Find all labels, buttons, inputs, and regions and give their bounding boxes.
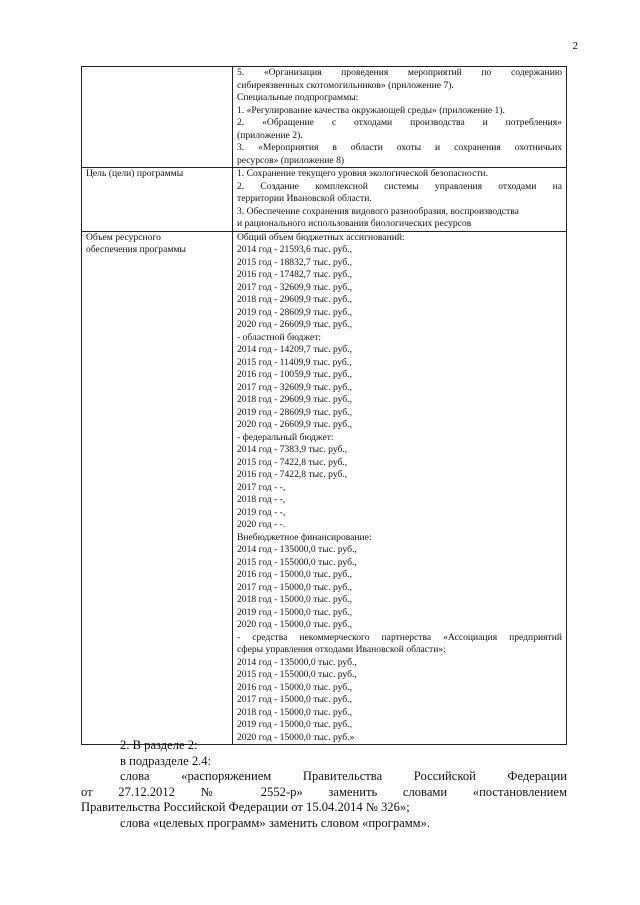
row-content-subprograms <box>233 67 567 168</box>
table-row <box>82 168 567 232</box>
funding-line: 2016 год - 15000,0 тыс. руб., <box>237 681 352 693</box>
funding-line: 2014 год - 135000,0 тыс. руб., <box>237 544 357 555</box>
funding-line: 2019 год - 15000,0 тыс. руб., <box>237 606 352 618</box>
row-content-goals <box>233 168 567 232</box>
funding-line: 2020 год - 26609,9 тыс. руб., <box>237 419 352 430</box>
row-label-line: обеспечения программы <box>86 244 186 255</box>
row-label <box>82 67 233 168</box>
funding-line: - средства некоммерческого партнерства «Ассоциация предприятий <box>237 631 562 643</box>
row-content-funding <box>233 231 567 745</box>
text-line: Специальные подпрограммы: <box>237 92 359 103</box>
funding-line: 2020 год - 15000,0 тыс. руб.» <box>237 731 355 743</box>
funding-line: 2016 год - 15000,0 тыс. руб., <box>237 569 352 580</box>
funding-line: 2017 год - 32609,9 тыс. руб., <box>237 281 352 293</box>
paragraph: 2. В разделе 2: <box>120 738 198 752</box>
row-label-line: Объем ресурсного <box>86 231 161 243</box>
text-line: 1. Сохранение текущего уровня экологической безопасности. <box>237 168 489 179</box>
funding-line: 2014 год - 14209,7 тыс. руб., <box>237 344 352 355</box>
funding-line: Внебюджетное финансирование: <box>237 531 372 543</box>
table-row <box>82 231 567 745</box>
funding-line: 2017 год - 15000,0 тыс. руб., <box>237 581 352 593</box>
text-line: 5. «Организация проведения мероприятий по содержанию <box>237 67 562 78</box>
funding-line: 2018 год - -, <box>237 494 286 505</box>
funding-line: 2019 год - 28609,9 тыс. руб., <box>237 406 352 418</box>
funding-line: 2014 год - 135000,0 тыс. руб., <box>237 656 357 668</box>
funding-line: 2018 год - 15000,0 тыс. руб., <box>237 594 352 605</box>
funding-line: 2015 год - 11409,9 тыс. руб., <box>237 356 352 368</box>
amendment-text <box>81 738 567 832</box>
funding-line: сферы управления отходами Ивановской области»: <box>237 644 446 655</box>
funding-line: 2016 год - 10059,9 тыс. руб., <box>237 369 352 380</box>
text-line: 2. Создание комплексной системы управления отходами на <box>237 180 562 192</box>
paragraph: слова «распоряжением Правительства Российской Федерации <box>120 769 567 784</box>
funding-line: 2017 год - -, <box>237 481 286 493</box>
row-label: Цель (цели) программы <box>82 168 233 232</box>
paragraph: слова «целевых программ» заменить словом «программ». <box>120 815 431 830</box>
text-line: 3. «Мероприятия в области охоты и сохранения охотничьих <box>237 142 562 153</box>
funding-line: - федеральный бюджет: <box>237 431 334 443</box>
funding-line: 2019 год - 28609,9 тыс. руб., <box>237 306 352 318</box>
funding-line: 2017 год - 15000,0 тыс. руб., <box>237 694 352 705</box>
paragraph-line: от 27.12.2012 № 2552-р» заменить словами «постановлением <box>81 784 567 799</box>
text-line: (приложение 2). <box>237 129 303 141</box>
table-row <box>82 67 567 168</box>
funding-line: 2014 год - 21593,6 тыс. руб., <box>237 244 352 255</box>
page-number: 2 <box>572 40 578 52</box>
text-line: ресурсов» (приложение 8) <box>237 154 345 166</box>
text-line: 2. «Обращение с отходами производства и потребления» <box>237 117 562 128</box>
funding-line: 2018 год - 15000,0 тыс. руб., <box>237 706 352 718</box>
funding-line: 2015 год - 155000,0 тыс. руб., <box>237 556 357 568</box>
funding-line: 2016 год - 7422,8 тыс. руб., <box>237 469 348 480</box>
funding-line: 2020 год - 15000,0 тыс. руб., <box>237 619 352 630</box>
funding-line: - областной бюджет: <box>237 331 322 343</box>
funding-line: 2020 год - 26609,9 тыс. руб., <box>237 319 352 330</box>
funding-line: 2015 год - 7422,8 тыс. руб., <box>237 456 348 468</box>
paragraph: в подразделе 2.4: <box>120 753 212 768</box>
funding-line: 2014 год - 7383,9 тыс. руб., <box>237 444 348 455</box>
text-line: сибиреязвенных скотомогильников» (приложение 7). <box>237 79 454 91</box>
row-label <box>82 231 233 745</box>
funding-line: 2015 год - 18832,7 тыс. руб., <box>237 256 352 268</box>
funding-line: 2019 год - 15000,0 тыс. руб., <box>237 719 352 730</box>
funding-line: 2015 год - 155000,0 тыс. руб., <box>237 669 357 680</box>
funding-line: 2016 год - 17482,7 тыс. руб., <box>237 269 352 280</box>
text-line: территории Ивановской области. <box>237 193 372 204</box>
funding-line: 2018 год - 29609,9 тыс. руб., <box>237 294 352 305</box>
text-line: 3. Обеспечение сохранения видового разнообразия, воспроизводства <box>237 205 519 217</box>
paragraph-line: Правительства Российской Федерации от 15.04.2014 № 326»; <box>81 800 410 815</box>
funding-line: 2020 год - -. <box>237 519 286 530</box>
text-line: 1. «Регулирование качества окружающей среды» (приложение 1). <box>237 104 505 116</box>
text-line: и рационального использования биологических ресурсов <box>237 218 472 229</box>
funding-line: 2018 год - 29609,9 тыс. руб., <box>237 394 352 405</box>
funding-line: Общий объем бюджетных ассигнований: <box>237 231 405 243</box>
funding-line: 2019 год - -, <box>237 506 286 518</box>
funding-line: 2017 год - 32609,9 тыс. руб., <box>237 381 352 393</box>
program-passport-table <box>81 66 567 745</box>
